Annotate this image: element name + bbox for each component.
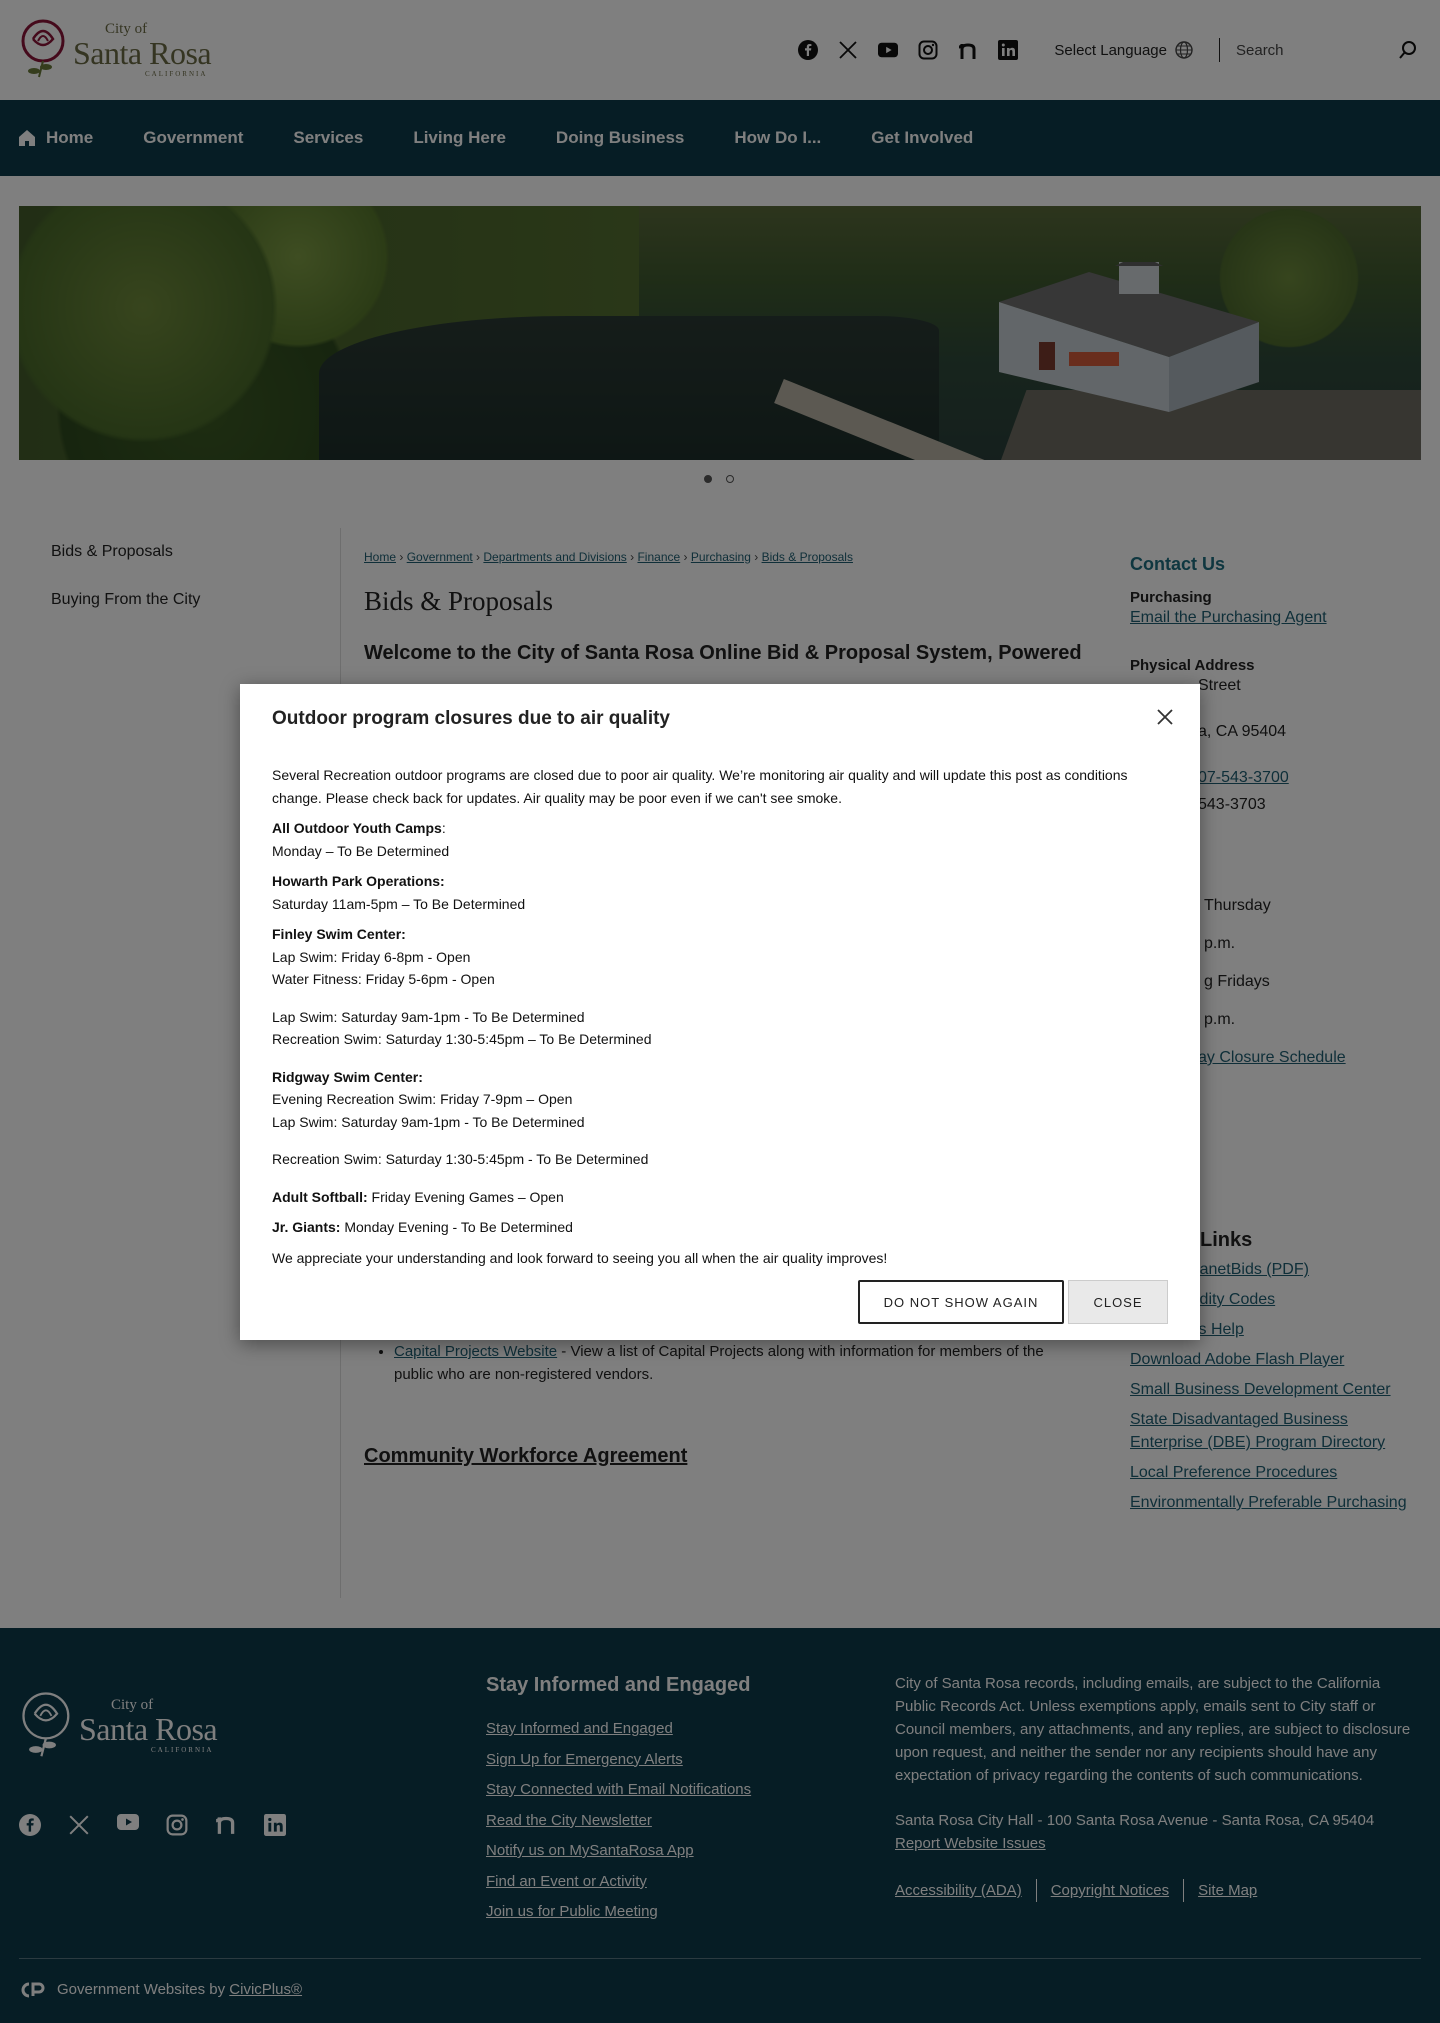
modal-title: Outdoor program closures due to air quality xyxy=(272,708,670,729)
camps-label: All Outdoor Youth Camps xyxy=(272,820,442,836)
camps-line: Monday – To Be Determined xyxy=(272,842,450,859)
close-icon[interactable] xyxy=(1152,704,1178,730)
modal-intro: Several Recreation outdoor programs are closed due to poor air quality. We’re monitoring air quality and will update this post as conditions change. Please check back for updates. Air quality may be poor even if we can't see smoke. xyxy=(272,767,1128,806)
camps-colon: : xyxy=(441,820,446,836)
ridgway-line-3: Recreation Swim: Saturday 1:30-5:45pm - To Be Determined xyxy=(272,1151,649,1167)
finley-line-4: Recreation Swim: Saturday 1:30-5:45pm – To Be Determined xyxy=(272,1031,652,1047)
ridgway-line-2: Lap Swim: Saturday 9am-1pm - To Be Determined xyxy=(272,1113,585,1130)
ridgway-label: Ridgway Swim Center: xyxy=(272,1068,423,1085)
ridgway-line-1: Evening Recreation Swim: Friday 7-9pm – Open xyxy=(272,1091,573,1107)
howarth-label: Howarth Park Operations: xyxy=(272,873,445,889)
softball-text: Friday Evening Games – Open xyxy=(367,1188,564,1205)
giants-text: Monday Evening - To Be Determined xyxy=(340,1219,573,1235)
howarth-line: Saturday 11am-5pm – To Be Determined xyxy=(272,895,526,912)
finley-line-1: Lap Swim: Friday 6-8pm - Open xyxy=(272,948,471,965)
finley-line-2: Water Fitness: Friday 5-6pm - Open xyxy=(272,971,495,987)
modal-closing: We appreciate your understanding and look forward to seeing you all when the air quality improves! xyxy=(272,1249,888,1266)
do-not-show-again-button[interactable]: DO NOT SHOW AGAIN xyxy=(858,1280,1064,1324)
finley-label: Finley Swim Center: xyxy=(272,926,406,942)
close-button[interactable]: CLOSE xyxy=(1068,1280,1168,1324)
softball-label: Adult Softball: xyxy=(272,1188,368,1205)
finley-line-3: Lap Swim: Saturday 9am-1pm - To Be Determined xyxy=(272,1008,585,1025)
giants-label: Jr. Giants: xyxy=(272,1219,341,1235)
alert-modal xyxy=(240,684,1200,1340)
